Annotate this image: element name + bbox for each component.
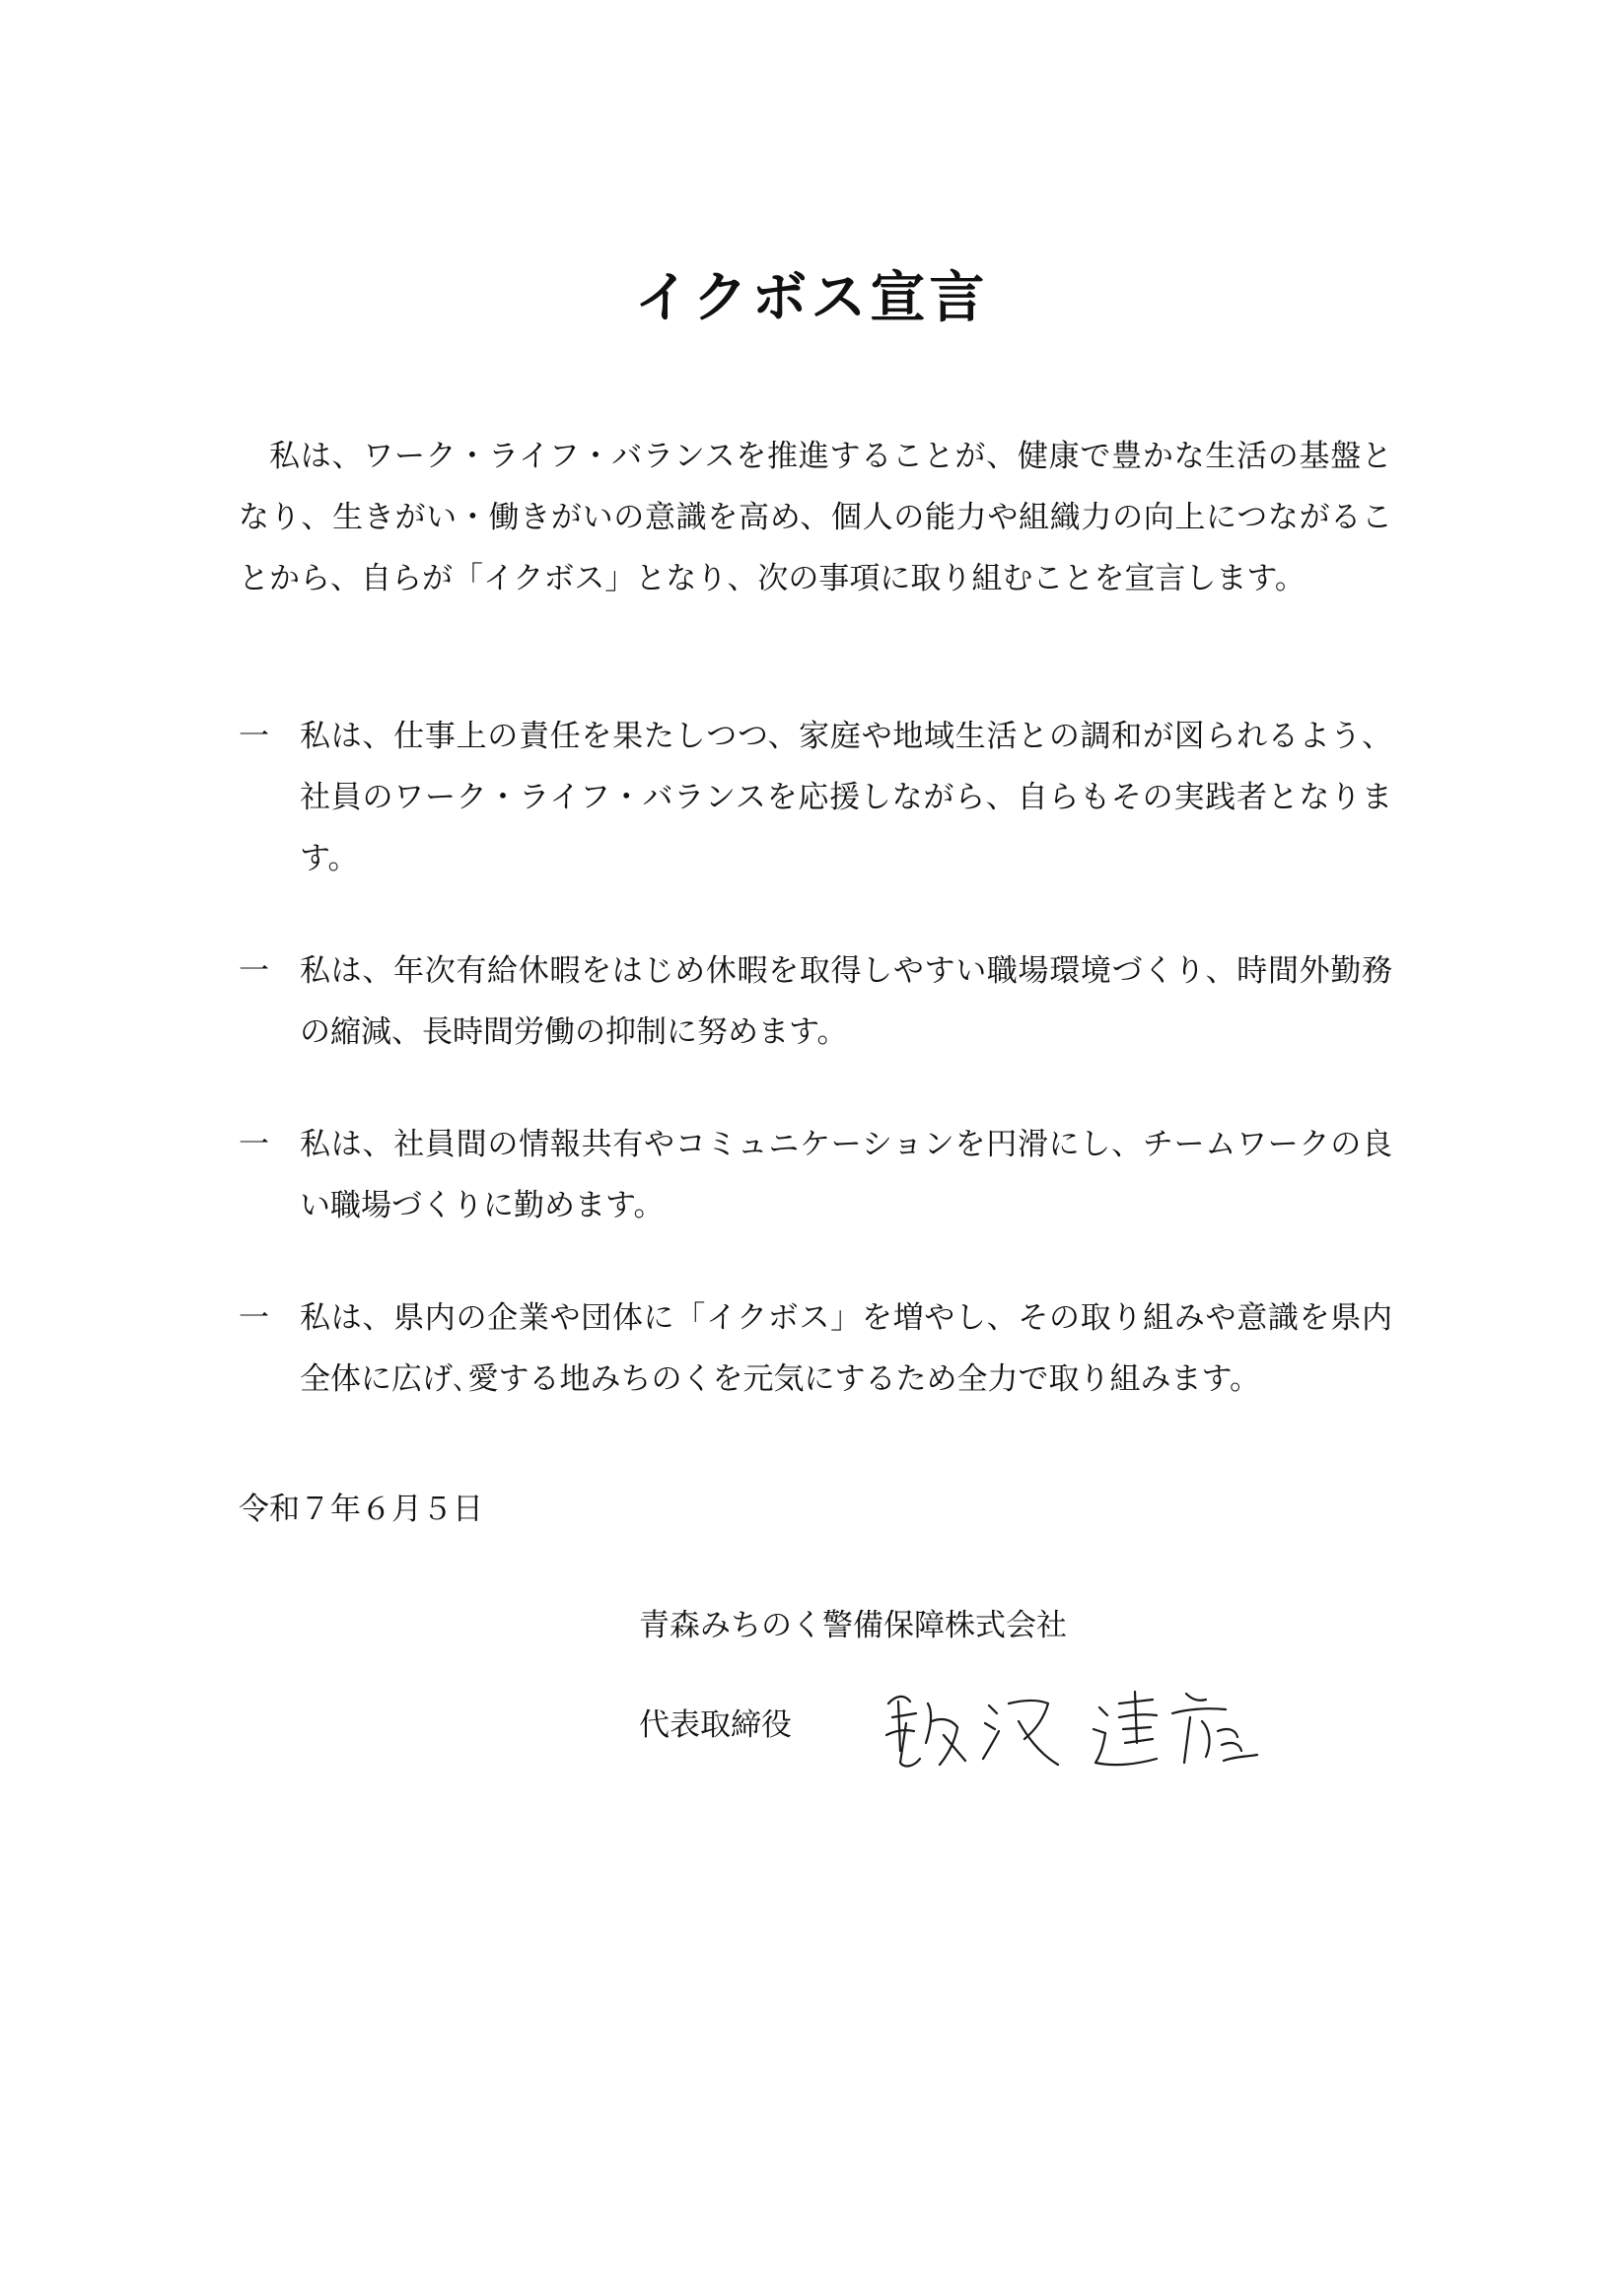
signature-text: 蛯沢 達彦 [871,1674,876,1675]
pledge-item [239,1287,1392,1410]
representative-block [639,1674,1329,1782]
pledge-text: 私は、仕事上の責任を果たしつつ、家庭や地域生活との調和が図られるよう、社員のワーク・ライフ・バランスを応援しながら、自らもその実践者となります。 [300,719,1392,876]
representative-title: 代表取締役 [639,1707,792,1743]
declaration-date: 令和７年６月５日 [239,1492,483,1527]
pledge-list [239,706,1392,1461]
pledge-text: 私は、県内の企業や団体に「イクボス」を増やし、その取り組みや意識を県内全体に広げ､愛する地みちのくを元気にするため全力で取り組みます。 [300,1300,1392,1397]
pledge-item [239,706,1392,889]
pledge-item [239,940,1392,1063]
company-name: 青森みちのく警備保障株式会社 [639,1608,1067,1643]
pledge-bullet: 一 [239,953,269,989]
pledge-text: 私は、社員間の情報共有やコミュニケーションを円滑にし、チームワークの良い職場づくりに勤めます。 [300,1127,1392,1223]
pledge-item [239,1114,1392,1236]
intro-paragraph: 私は、ワーク・ライフ・バランスを推進することが、健康で豊かな生活の基盤となり、生きがい・働きがいの意識を高め、個人の能力や組織力の向上につながることから、自らが「イクボス」となり、次の事項に取り組むことを宣言します。 [239,439,1392,596]
pledge-text: 私は、年次有給休暇をはじめ休暇を取得しやすい職場環境づくり、時間外勤務の縮減、長時間労働の抑制に努めます。 [300,953,1392,1050]
pledge-bullet: 一 [239,719,269,754]
pledge-bullet: 一 [239,1127,269,1162]
pledge-bullet: 一 [239,1300,269,1336]
document-title: イクボス宣言 [634,265,989,330]
handwritten-signature [871,1674,1285,1782]
